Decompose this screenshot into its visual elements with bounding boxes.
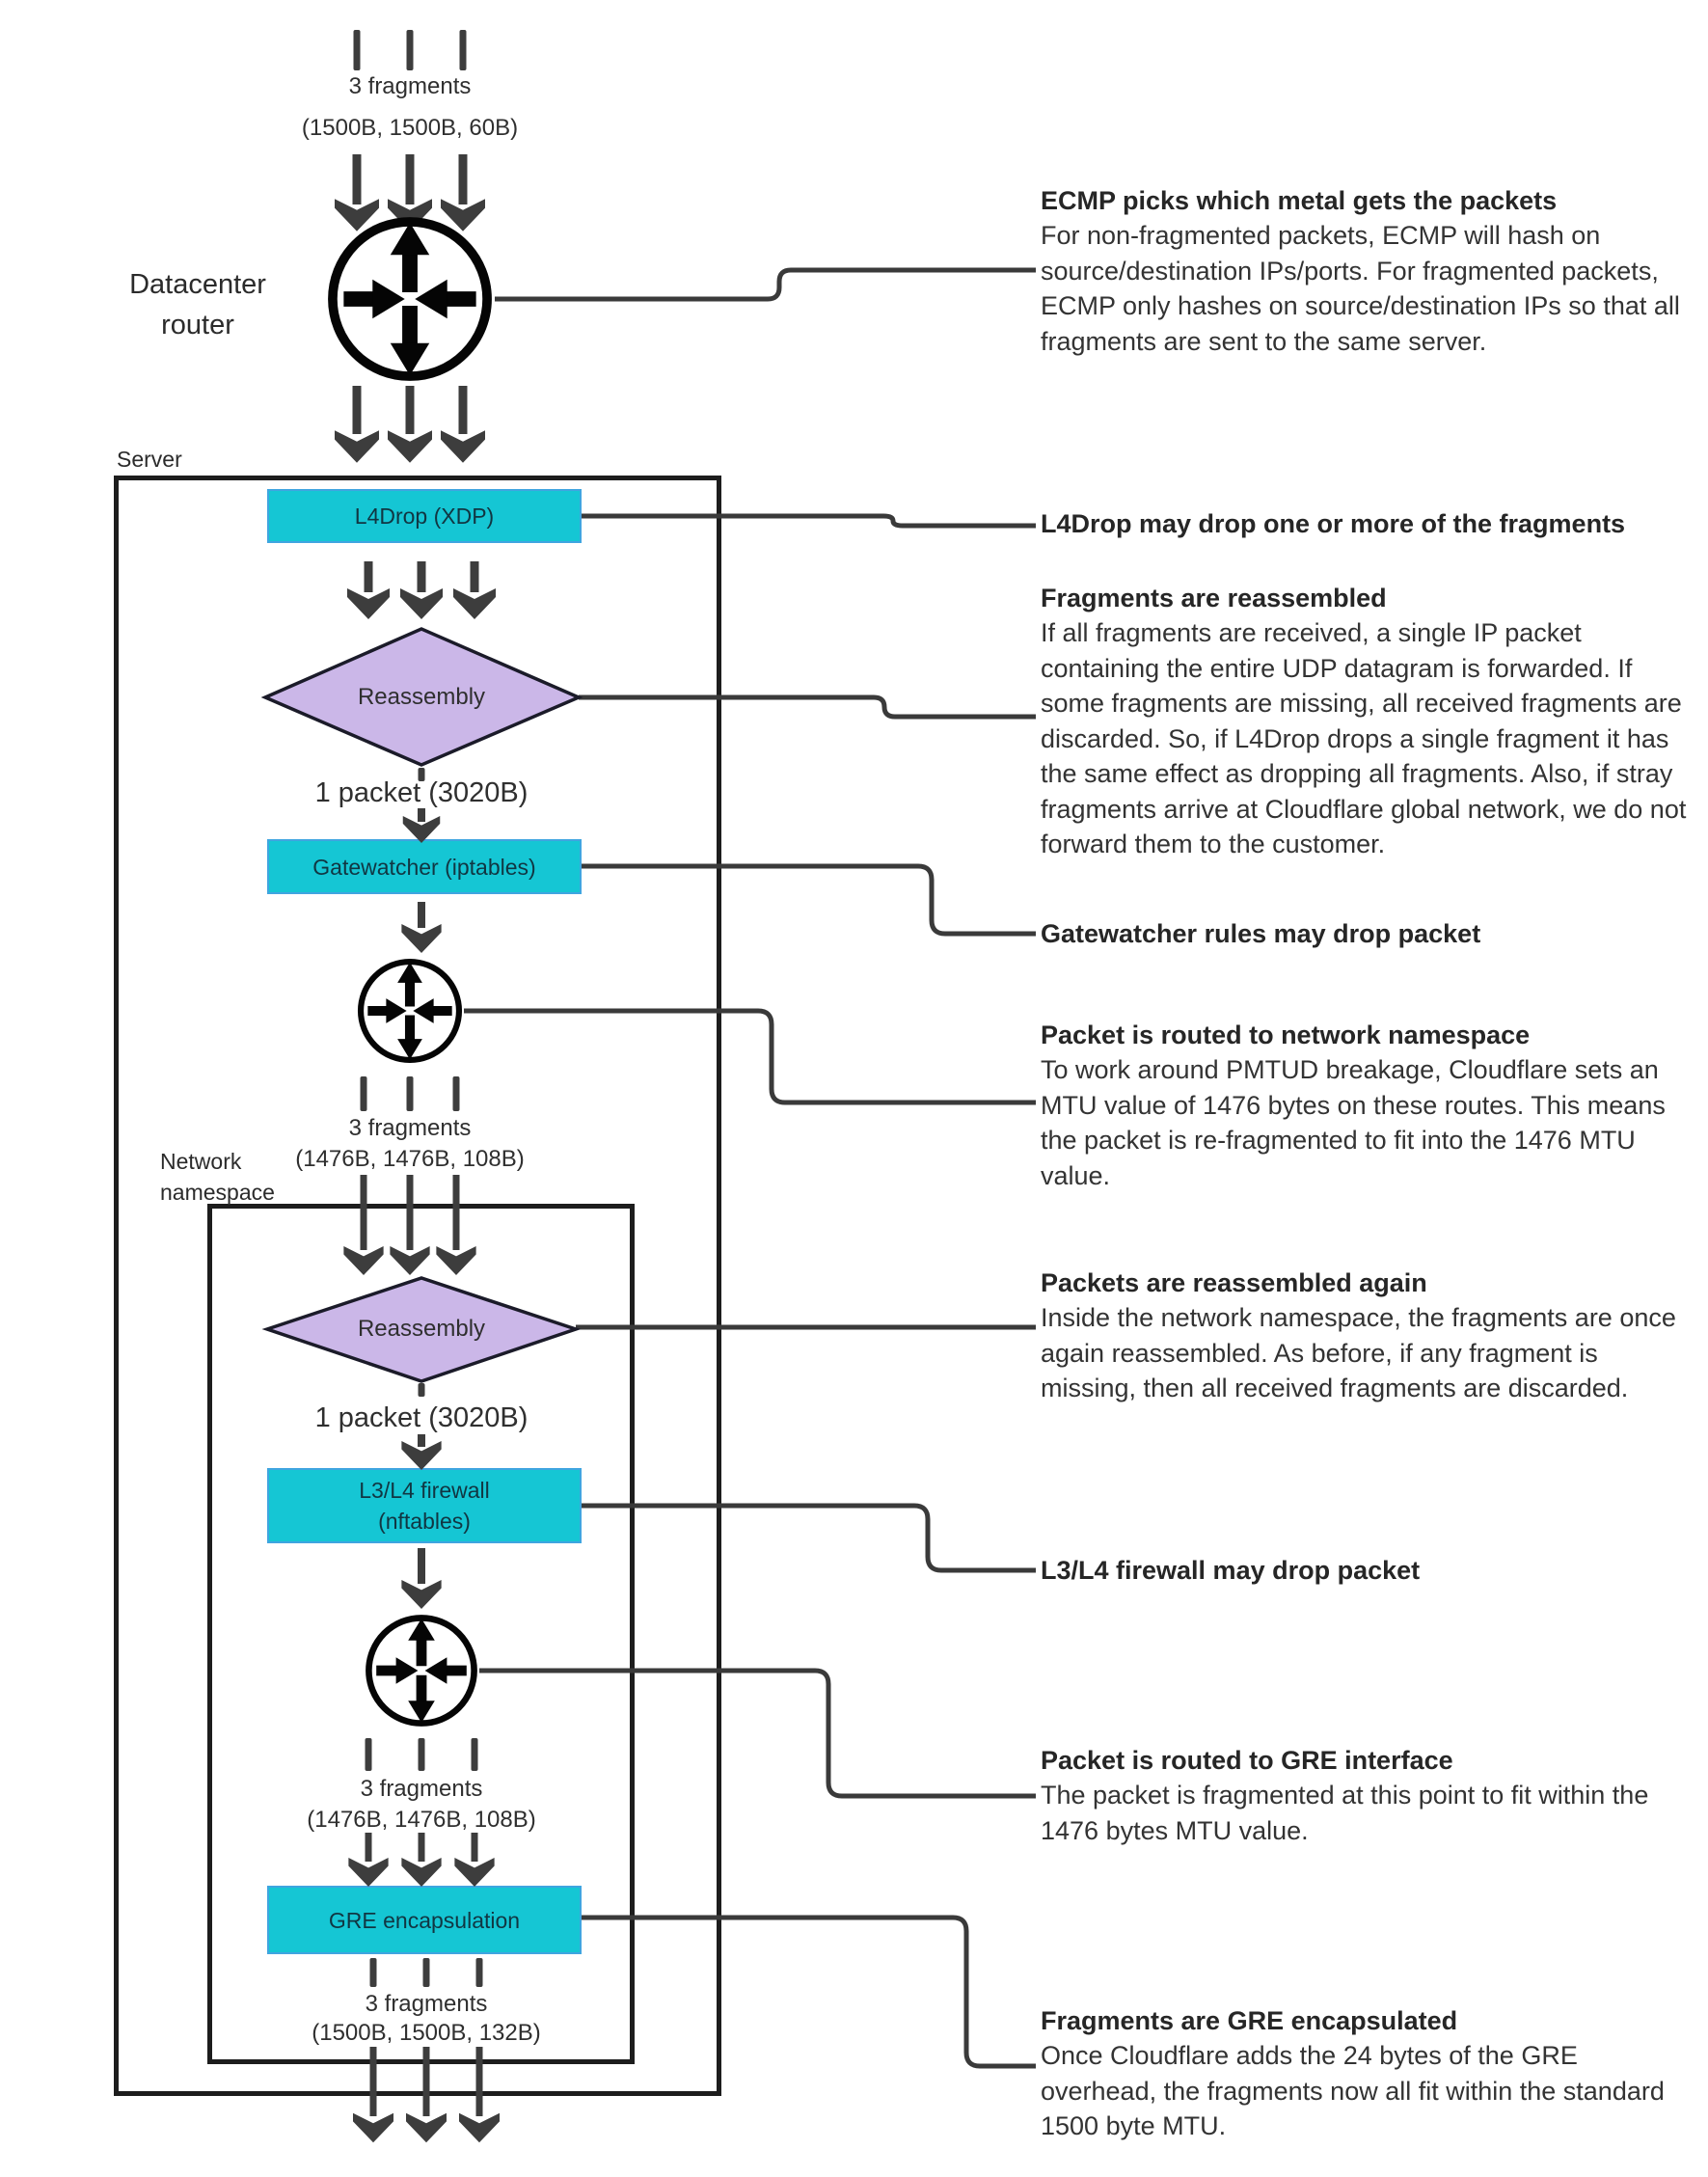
down-arrows-exit-server xyxy=(353,2047,500,2142)
pre-gre-fragments-count-label: 3 fragments xyxy=(360,1776,483,1802)
down-arrow-to-router2 xyxy=(401,902,441,953)
packet-1-label: 1 packet (3020B) xyxy=(314,777,529,808)
annotation-netns xyxy=(1041,1018,1687,1193)
connector-gre-interface xyxy=(479,1671,1036,1796)
mid-fragments-count-label: 3 fragments xyxy=(348,1115,472,1141)
fragment-dashes-bottom xyxy=(370,1958,483,1987)
down-arrows-into-namespace xyxy=(343,1175,475,1275)
fragment-dashes-top xyxy=(354,30,467,70)
datacenter-router-label xyxy=(72,264,323,345)
annotation-firewall xyxy=(1041,1553,1687,1588)
down-arrows-l4drop-to-reassembly xyxy=(347,561,496,619)
network-namespace-label xyxy=(160,1146,275,1208)
network-namespace-label-line2: namespace xyxy=(160,1180,275,1205)
packet-2-label: 1 packet (3020B) xyxy=(314,1402,529,1433)
reassembly-1-label: Reassembly xyxy=(357,684,486,710)
l4drop-label: L4Drop (XDP) xyxy=(354,503,495,529)
annotation-gatewatcher xyxy=(1041,916,1687,951)
connector-firewall xyxy=(582,1506,1036,1570)
datacenter-router-icon xyxy=(333,222,487,376)
gre-route-router-icon xyxy=(368,1618,474,1723)
down-arrow-to-firewall xyxy=(401,1434,441,1470)
connector-l4drop xyxy=(582,516,1036,526)
annotation-reassembled-title: Fragments are reassembled xyxy=(1041,584,1387,612)
fragment-dashes-pre-gre xyxy=(366,1738,478,1771)
annotation-ecmp xyxy=(1041,183,1687,359)
connector-gatewatcher xyxy=(582,866,1036,934)
firewall-label-line2: (nftables) xyxy=(378,1509,471,1534)
down-arrow-to-router3 xyxy=(401,1548,441,1609)
connector-route-netns xyxy=(464,1011,1036,1102)
pre-gre-fragments-sizes-label: (1476B, 1476B, 108B) xyxy=(307,1807,536,1833)
connector-ecmp xyxy=(495,270,1036,299)
reassembly-2-label: Reassembly xyxy=(357,1316,486,1342)
annotation-reassembled-again xyxy=(1041,1265,1687,1406)
down-arrows-into-gre xyxy=(348,1833,494,1887)
datacenter-router-label-line1: Datacenter xyxy=(129,269,266,300)
down-arrows-into-server xyxy=(335,386,485,463)
annotation-ecmp-title: ECMP picks which metal gets the packets xyxy=(1041,186,1558,215)
annotation-l4drop xyxy=(1041,506,1687,541)
bottom-fragments-sizes-label: (1500B, 1500B, 132B) xyxy=(312,2020,541,2046)
annotation-gre-interface-body: The packet is fragmented at this point to fit within the 1476 bytes MTU value. xyxy=(1041,1781,1649,1845)
annotation-gre-interface-title: Packet is routed to GRE interface xyxy=(1041,1746,1453,1775)
annotation-netns-title: Packet is routed to network namespace xyxy=(1041,1020,1531,1049)
mid-fragments-sizes-label: (1476B, 1476B, 108B) xyxy=(295,1146,525,1172)
firewall-label-line1: L3/L4 firewall xyxy=(359,1478,490,1503)
annotation-netns-body: To work around PMTUD breakage, Cloudflare sets an MTU value of 1476 bytes on these routes. This means the packet is re-fragmented to fit into the 1476 MTU value. xyxy=(1041,1055,1666,1190)
annotation-gatewatcher-title: Gatewatcher rules may drop packet xyxy=(1041,919,1481,948)
fragment-dashes-mid xyxy=(361,1076,460,1111)
annotation-reassembled-again-body: Inside the network namespace, the fragments are once again reassembled. As before, if any fragment is missing, then all received fragments are discarded. xyxy=(1041,1303,1676,1402)
connector-reassembly1 xyxy=(579,697,1036,717)
datacenter-router-label-line2: router xyxy=(161,310,234,340)
server-box-label: Server xyxy=(117,447,182,472)
connector-gre-encap xyxy=(582,1918,1036,2066)
top-fragments-sizes-label: (1500B, 1500B, 60B) xyxy=(301,115,519,141)
annotation-reassembled xyxy=(1041,581,1687,862)
annotation-gre-interface xyxy=(1041,1743,1687,1848)
annotation-reassembled-body: If all fragments are received, a single IP packet containing the entire UDP datagram is forwarded. If some fragments are missing, all received fragments are discarded. So, if L4Drop drops a single fragment it has the same effect as dropping all fragments. Also, if stray fragments arrive at Cloudflare global network, we do not forward them to the customer. xyxy=(1041,618,1687,858)
down-arrow-to-gatewatcher xyxy=(403,808,441,843)
gatewatcher-label: Gatewatcher (iptables) xyxy=(312,854,536,880)
top-fragments-count-label: 3 fragments xyxy=(348,73,472,99)
annotation-gre-encapsulated-title: Fragments are GRE encapsulated xyxy=(1041,2006,1458,2035)
network-namespace-label-line1: Network xyxy=(160,1149,242,1174)
bottom-fragments-count-label: 3 fragments xyxy=(365,1991,488,2017)
netns-route-router-icon xyxy=(361,962,459,1060)
annotation-l4drop-title: L4Drop may drop one or more of the fragments xyxy=(1041,509,1626,538)
annotation-ecmp-body: For non-fragmented packets, ECMP will hash on source/destination IPs/ports. For fragmented packets, ECMP only hashes on source/destination IPs so that all fragments are sent to the same server. xyxy=(1041,221,1680,356)
annotation-firewall-title: L3/L4 firewall may drop packet xyxy=(1041,1556,1421,1585)
annotation-gre-encapsulated-body: Once Cloudflare adds the 24 bytes of the GRE overhead, the fragments now all fit within the standard 1500 byte MTU. xyxy=(1041,2041,1665,2140)
annotation-gre-encapsulated xyxy=(1041,2003,1687,2144)
annotation-reassembled-again-title: Packets are reassembled again xyxy=(1041,1268,1427,1297)
gre-label: GRE encapsulation xyxy=(328,1907,521,1933)
